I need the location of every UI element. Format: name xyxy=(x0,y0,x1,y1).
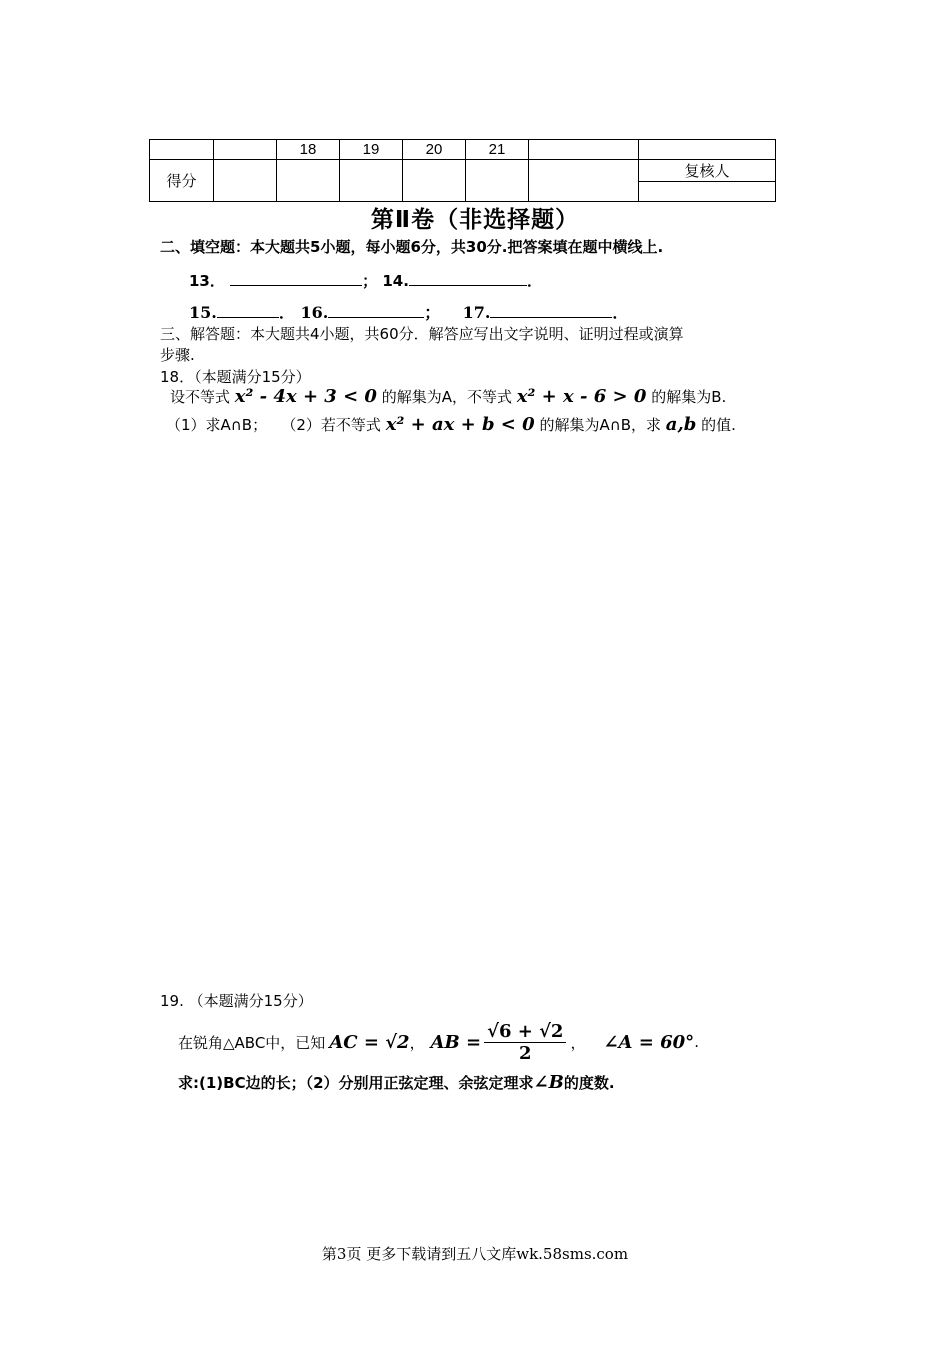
q13-label: 13． xyxy=(189,272,225,290)
score-header-cell: 20 xyxy=(403,140,466,160)
section-title: 第Ⅱ卷（非选择题） xyxy=(370,207,580,233)
q18-inequality-2: x² + x - 6 > 0 xyxy=(516,386,647,407)
score-cell xyxy=(277,160,340,202)
q15-answer-blank[interactable] xyxy=(217,303,279,318)
score-cell xyxy=(403,160,466,202)
q19-sep1: ， xyxy=(409,1033,425,1052)
score-cell xyxy=(529,160,639,202)
q19-ac: AC = √2 xyxy=(329,1031,410,1053)
reviewer-cell xyxy=(639,182,776,202)
q19-angle-a: ∠A = 60° xyxy=(603,1031,695,1053)
q18-line1 xyxy=(170,386,726,407)
q19-ab-lhs: AB = xyxy=(430,1031,482,1053)
q18-part2-mid: 的解集为A∩B，求 xyxy=(539,416,662,434)
q16-label: 16. xyxy=(300,303,329,322)
q19-prefix: 在锐角△ABC中，已知 xyxy=(178,1033,326,1052)
q18-part2-prefix: （2）若不等式 xyxy=(281,416,381,434)
q19-title: 19. （本题满分15分） xyxy=(160,992,313,1010)
q19-line2-suffix: 的度数. xyxy=(563,1074,615,1092)
q19-ab-denominator: 2 xyxy=(519,1042,532,1064)
q19-angle-b: ∠B xyxy=(533,1072,564,1093)
q18-part1: （1）求A∩B； xyxy=(166,416,268,434)
score-table-score-row xyxy=(150,160,776,182)
score-cell xyxy=(466,160,529,202)
score-header-cell xyxy=(529,140,639,160)
score-cell xyxy=(214,160,277,202)
q19-sep2: ， xyxy=(570,1033,586,1052)
q15-label: 15. xyxy=(189,303,217,322)
score-header-cell: 19 xyxy=(340,140,403,160)
q17-label: 17. xyxy=(462,303,491,322)
score-table xyxy=(149,139,776,202)
score-header-cell xyxy=(214,140,277,160)
score-row-label: 得分 xyxy=(150,160,214,202)
q19-end: . xyxy=(694,1033,699,1051)
q18-vars: a,b xyxy=(665,414,697,435)
q18-suffix: 的解集为B. xyxy=(651,388,727,406)
q19-ab-numerator: √6 + √2 xyxy=(484,1021,566,1043)
score-cell xyxy=(340,160,403,202)
q18-inequality-3: x² + ax + b < 0 xyxy=(385,414,535,435)
q13-separator: ； xyxy=(362,272,378,290)
q19-ab-fraction xyxy=(484,1021,566,1064)
answer-heading-line1: 三、解答题：本大题共4小题，共60分．解答应写出文字说明、证明过程或演算 xyxy=(160,325,684,343)
q14-label: 14. xyxy=(382,272,409,290)
fill-in-line-13-14 xyxy=(189,270,542,291)
q19-line2-prefix: 求:(1)BC边的长；（2）分别用正弦定理、余弦定理求 xyxy=(178,1074,534,1092)
q18-prefix: 设不等式 xyxy=(170,388,231,406)
fill-in-line-15-17 xyxy=(189,300,628,323)
answer-heading-line2: 步骤. xyxy=(160,346,195,364)
q16-end: ； xyxy=(424,303,441,322)
q19-line2 xyxy=(178,1072,615,1093)
reviewer-label: 复核人 xyxy=(639,160,776,182)
q17-end: ． xyxy=(612,303,629,322)
fill-in-heading: 二、填空题：本大题共5小题，每小题6分，共30分.把答案填在题中横线上. xyxy=(160,238,664,256)
q18-mid: 的解集为A，不等式 xyxy=(381,388,512,406)
q13-answer-blank[interactable] xyxy=(230,271,362,286)
q18-line2 xyxy=(166,414,736,435)
q16-answer-blank[interactable] xyxy=(328,303,424,318)
q14-answer-blank[interactable] xyxy=(409,271,527,286)
q15-end: ． xyxy=(278,303,295,322)
q14-end: ． xyxy=(526,272,542,290)
score-table-header-row xyxy=(150,140,776,160)
score-header-cell xyxy=(150,140,214,160)
q19-line1 xyxy=(178,1014,699,1070)
q18-inequality-1: x² - 4x + 3 < 0 xyxy=(234,386,377,407)
page-footer: 第3页 更多下载请到五八文库wk.58sms.com xyxy=(321,1245,629,1263)
q17-answer-blank[interactable] xyxy=(490,303,612,318)
q18-part2-suffix: 的值. xyxy=(701,416,736,434)
score-header-cell: 21 xyxy=(466,140,529,160)
score-header-cell xyxy=(639,140,776,160)
score-header-cell: 18 xyxy=(277,140,340,160)
q18-title: 18．（本题满分15分） xyxy=(160,368,311,386)
